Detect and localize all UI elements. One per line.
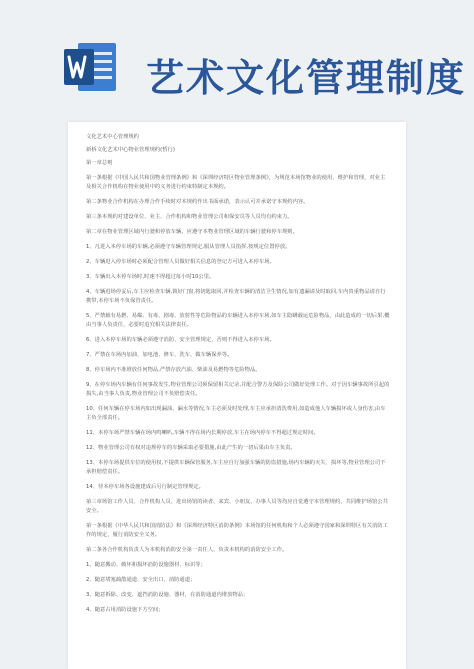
list-item: 14、待本停车场各设施建成后另行制定管理规定。 [86,484,204,490]
list-item: 2、车辆进入停车场时必须配合管理人员做好相关信息的登记方可进入本停车场。 [86,259,275,265]
chapter-paragraph: 第三章场馆工作人员、合作机构人员、进出场馆的读者、来宾、小朋友、办事人员等均应自觉遵守本管理规约，共同维护场馆公共安全。 [86,499,388,514]
list-item: 7、严禁在车场内加油、加电池、修车、洗车、做车辆保养等。 [86,352,233,358]
list-item: 6、进入本停车场的车辆必须遵守消防、安全管理规定，否则不得进入本停车场。 [86,337,275,343]
list-item: 3、随意拆除、改变、遮挡消防设施、器材，在消防通道内堆放物品； [86,592,249,598]
list-item: 9、在停车场内车辆有任何事故发生,物业管理公司须保留相关记录,并配合警方及保险公司做好处理工作。对于因车辆事故所引起的损失,由当事人负责,物业管理公司不负赔偿责任。 [86,382,390,397]
list-item: 11、本停车场严禁车辆在场内鸣喇叭,车辆不得在场内长期停放,车主在场内停车不得超过规定时间。 [86,430,319,436]
doc-heading: 文化艺术中心管理规约 [86,134,139,140]
list-item: 13、本停车场提供车位的使用权,不提供车辆保管服务,车主应自行加强车辆的防盗措施,场内车辆的灭失、损坏等,物业管理公司不承担赔偿责任。 [86,460,386,475]
doc-subheading: 新桥文化艺术中心物业管理规约(暂行) [86,147,175,153]
list-item: 1、随意搬动、破坏和损坏消防设施器材、标识等； [86,562,206,568]
list-item: 5、严禁载有易燃、易爆、有毒、剧毒、放射性等危险物品的车辆进入本停车场,如车主隐瞒载运危险物品，由此造成的一切后果,概由当事人负责任，必要时追究相关法律责任。 [86,313,390,328]
document-page [68,122,406,669]
paragraph: 第三条本规约对建设单位、业主、合作机构和物业管理公司和保安员等人员均有约束力。 [86,214,293,220]
list-item: 4、随意占用消防设施下方空间； [86,607,164,613]
paragraph: 第二条各合作机构负责人为本机构消防安全第一责任人，负责本机构的消防安全工作。 [86,547,288,553]
list-item: 8、停车场内不准堆放任何物品,严禁存放汽油、柴油及易燃物等危险物品。 [86,367,261,373]
list-item: 1、凡进入本停车场的车辆,必须遵守车辆管理规定,服从管理人员指挥,按规定位置停放。 [86,244,291,250]
document-title: 艺术文化管理制度 [146,56,467,100]
paragraph: 第一条根据《中华人民共和国消防法》和《深圳经济特区消防条例》本场馆的任何机构和个人必须遵守国家和深圳特区有关消防工作的规定，履行消防安全义务。 [86,523,388,538]
chapter-heading: 第一章总则 [86,160,113,166]
paragraph: 第一条根据《中国人民共和国物业管理条例》和《深圳经济特区物业管理条例》，为规范本场馆物业的使用、维护和管理，对业主及相关合作机构在物业使用中的义务进行约束特制定本规约。 [86,175,386,190]
list-item: 3、车辆出入本停车场时,时速不得超过每小时10公里。 [86,274,215,280]
list-item: 4、车辆进场停妥后,车主应检查车辆,锁好门窗,将钥匙取回,并检查车辆的清洁卫生情况,如有遗漏请及时取回,车内贵重物品请自行携带,本停车场不负保管责任。 [86,289,386,304]
list-item: 12、物业管理公司有权对违规停车的车辆采取必要措施,由此产生的一切后果由车主负责。 [86,445,296,451]
paragraph: 第二章在物业管理区域内行驶和停放车辆，应遵守本物业管理区域的车辆行驶和停车规则。 [86,229,298,235]
list-item: 2、随意堵塞疏散通道、安全出口、消防通道； [86,577,196,583]
list-item: 10、任何车辆在停车场内如出现漏油、漏水等情况,车主必须及时处理,车主应承担清洗费用,如造成他人车辆损坏或人身伤害,由车主负全部责任。 [86,406,386,421]
document-body [68,122,406,615]
header-banner [0,0,474,112]
word-icon [64,40,118,94]
paragraph: 第二条物业合作机构在办理合作手续时对本规约作出书面承诺，表示认可并承诺守本规约内容。 [86,199,309,205]
